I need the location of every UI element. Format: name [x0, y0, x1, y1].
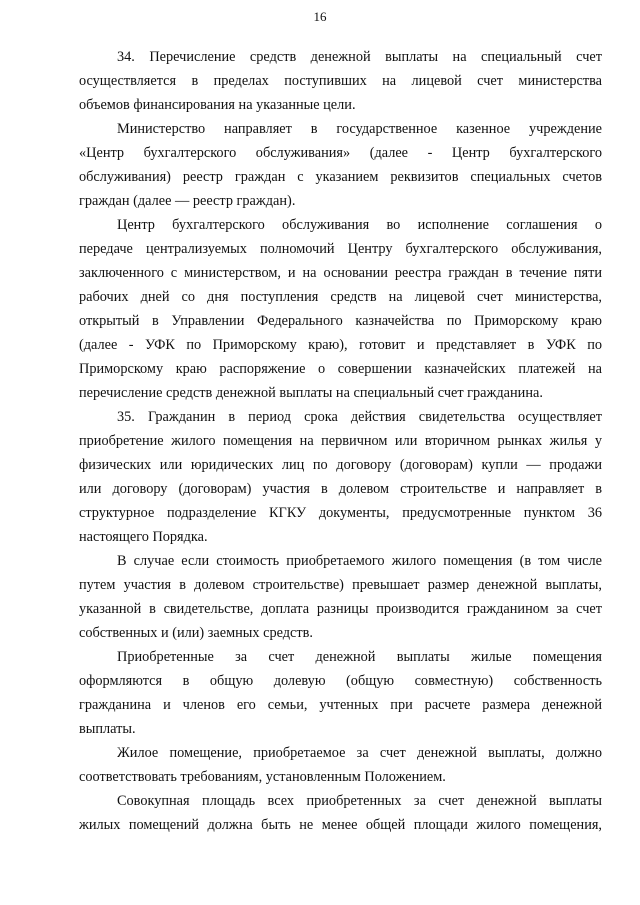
text-line: жилых помещений должна быть не менее общей площади жилого помещения, — [79, 817, 602, 833]
text-line: передаче централизуемых полномочий Центру бухгалтерского обслуживания, — [79, 241, 602, 257]
text-line: собственных и (или) заемных средств. — [79, 625, 313, 641]
text-line: рабочих дней со дня поступления средств на лицевой счет министерства, — [79, 289, 602, 305]
page-number: 16 — [313, 9, 327, 24]
paragraph-35-acquisition — [79, 407, 602, 551]
paragraph-total-area — [79, 791, 602, 839]
document-body — [79, 47, 602, 839]
text-line: открытый в Управлении Федерального казначейства по Приморскому краю — [79, 313, 602, 329]
text-line: В случае если стоимость приобретаемого жилого помещения (в том числе — [117, 553, 602, 569]
text-line: Жилое помещение, приобретаемое за счет денежной выплаты, должно — [117, 745, 602, 761]
text-line: оформляются в общую долевую (общую совместную) собственность — [79, 673, 602, 689]
text-line: Совокупная площадь всех приобретенных за счет денежной выплаты — [117, 793, 602, 809]
text-line: Приобретенные за счет денежной выплаты жилые помещения — [117, 649, 602, 665]
text-line: путем участия в долевом строительстве) превышает размер денежной выплаты, — [79, 577, 602, 593]
text-line: гражданина и членов его семьи, учтенных при расчете размера денежной — [79, 697, 602, 713]
text-line: физических или юридических лиц по договору (договорам) купли — продажи — [79, 457, 602, 473]
paragraph-accounting-center — [79, 215, 602, 407]
text-line: Приморскому краю распоряжение о совершении казначейских платежей на — [79, 361, 602, 377]
text-line: граждан (далее — реестр граждан). — [79, 193, 296, 209]
text-line: обслуживания) реестр граждан с указанием реквизитов специальных счетов — [79, 169, 602, 185]
text-line: перечисление средств денежной выплаты на специальный счет гражданина. — [79, 385, 543, 401]
text-line: объемов финансирования на указанные цели. — [79, 97, 356, 113]
text-line: структурное подразделение КГКУ документы, предусмотренные пунктом 36 — [79, 505, 602, 521]
paragraph-34-transfer — [79, 47, 602, 119]
paragraph-requirements — [79, 743, 602, 791]
text-line: заключенного с министерством, и на основании реестра граждан в течение пяти — [79, 265, 602, 281]
text-line: Министерство направляет в государственное казенное учреждение — [117, 121, 602, 137]
text-line: Центр бухгалтерского обслуживания во исполнение соглашения о — [117, 217, 602, 233]
paragraph-cost-difference — [79, 551, 602, 647]
paragraph-ministry-registry — [79, 119, 602, 215]
text-line: осуществляется в пределах поступивших на лицевой счет министерства — [79, 73, 602, 89]
text-line: настоящего Порядка. — [79, 529, 208, 545]
text-line: 35. Гражданин в период срока действия свидетельства осуществляет — [117, 409, 602, 425]
text-line: (далее - УФК по Приморскому краю), готовит и представляет в УФК по — [79, 337, 602, 353]
text-line: «Центр бухгалтерского обслуживания» (далее - Центр бухгалтерского — [79, 145, 602, 161]
text-line: указанной в свидетельстве, доплата разницы производится гражданином за счет — [79, 601, 602, 617]
text-line: приобретение жилого помещения на первичном или вторичном рынках жилья у — [79, 433, 602, 449]
paragraph-ownership — [79, 647, 602, 743]
text-line: соответствовать требованиям, установленным Положением. — [79, 769, 446, 785]
text-line: выплаты. — [79, 721, 136, 737]
text-line: 34. Перечисление средств денежной выплаты на специальный счет — [117, 49, 602, 65]
text-line: или договору (договорам) участия в долевом строительстве и направляет в — [79, 481, 602, 497]
